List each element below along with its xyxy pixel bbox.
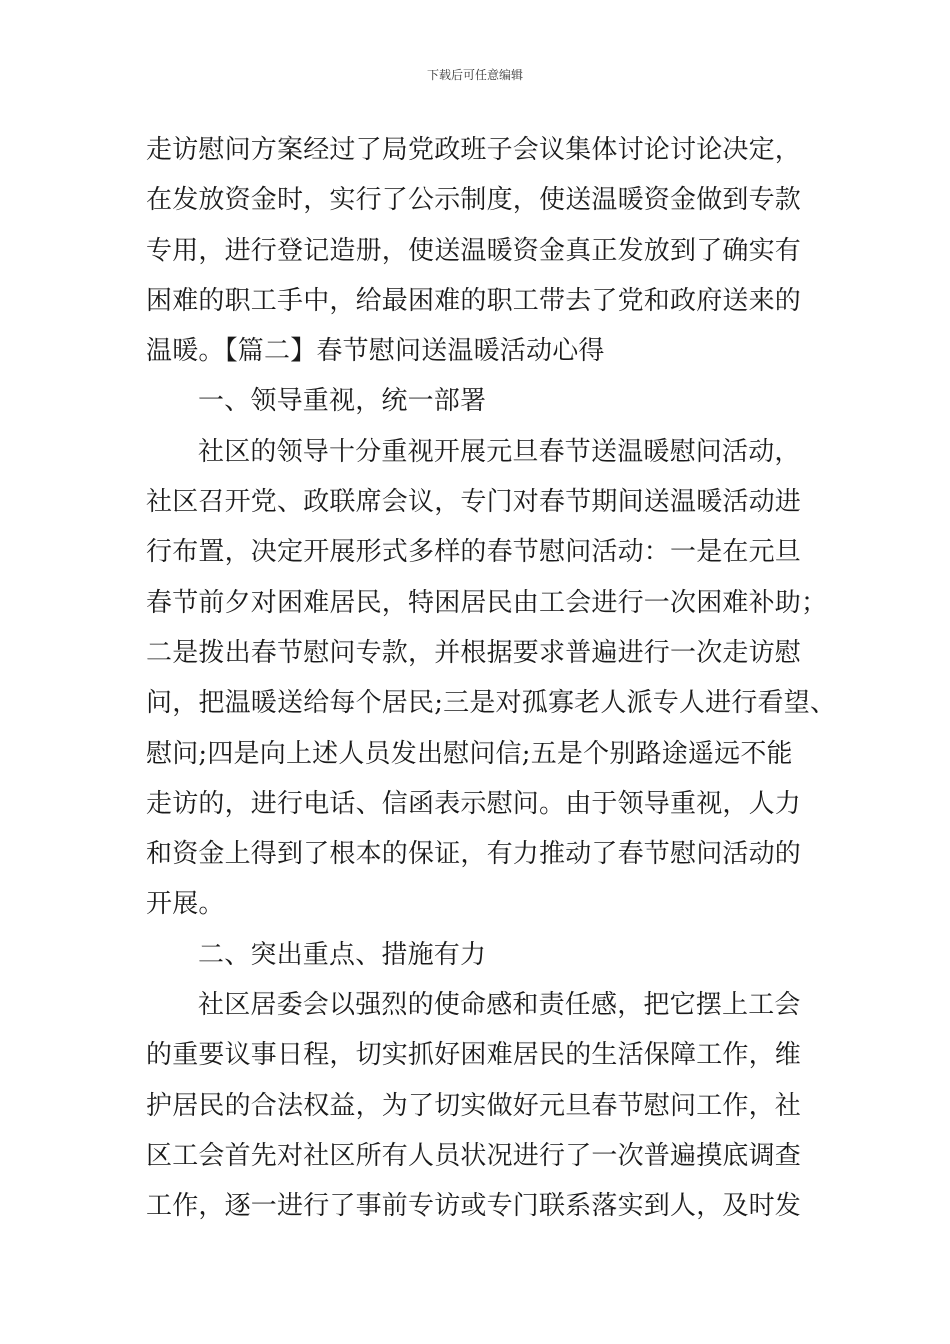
text-line: 社区召开党、政联席会议，专门对春节期间送温暖活动进 <box>146 487 802 518</box>
text-line: 社区居委会以强烈的使命感和责任感，把它摆上工会 <box>198 990 801 1021</box>
body-text <box>146 125 837 1232</box>
text-line: 问，把温暖送给每个居民;三是对孤寡老人派专人进行看望、 <box>146 688 837 719</box>
text-line: 专用，进行登记造册，使送温暖资金真正发放到了确实有 <box>146 235 802 266</box>
text-line: 困难的职工手中，给最困难的职工带去了党和政府送来的 <box>146 285 802 316</box>
text-line: 走访慰问方案经过了局党政班子会议集体讨论讨论决定， <box>146 135 802 165</box>
text-line: 的重要议事日程，切实抓好困难居民的生活保障工作，维 <box>146 1040 802 1071</box>
text-line: 二、突出重点、措施有力 <box>198 939 487 970</box>
text-line: 走访的，进行电话、信函表示慰问。由于领导重视，人力 <box>146 788 802 819</box>
text-line: 区工会首先对社区所有人员状况进行了一次普遍摸底调查 <box>146 1140 802 1171</box>
text-line: 工作，逐一进行了事前专访或专门联系落实到人，及时发 <box>146 1191 802 1222</box>
text-line: 在发放资金时，实行了公示制度，使送温暖资金做到专款 <box>146 185 802 216</box>
text-line: 温暖。【篇二】春节慰问送温暖活动心得 <box>146 336 605 367</box>
text-line: 护居民的合法权益，为了切实做好元旦春节慰问工作，社 <box>146 1090 802 1121</box>
header-note: 下载后可任意编辑 <box>426 68 523 82</box>
text-line: 开展。 <box>146 889 225 920</box>
text-line: 春节前夕对困难居民，特困居民由工会进行一次困难补助； <box>146 587 828 618</box>
text-line: 行布置，决定开展形式多样的春节慰问活动：一是在元旦 <box>146 537 802 568</box>
text-line: 慰问;四是向上述人员发出慰问信;五是个别路途遥远不能 <box>146 738 793 769</box>
text-line: 一、领导重视，统一部署 <box>198 386 487 417</box>
text-line: 社区的领导十分重视开展元旦春节送温暖慰问活动， <box>198 436 801 467</box>
text-line: 二是拨出春节慰问专款，并根据要求普遍进行一次走访慰 <box>146 637 802 668</box>
text-line: 和资金上得到了根本的保证，有力推动了春节慰问活动的 <box>146 839 802 870</box>
